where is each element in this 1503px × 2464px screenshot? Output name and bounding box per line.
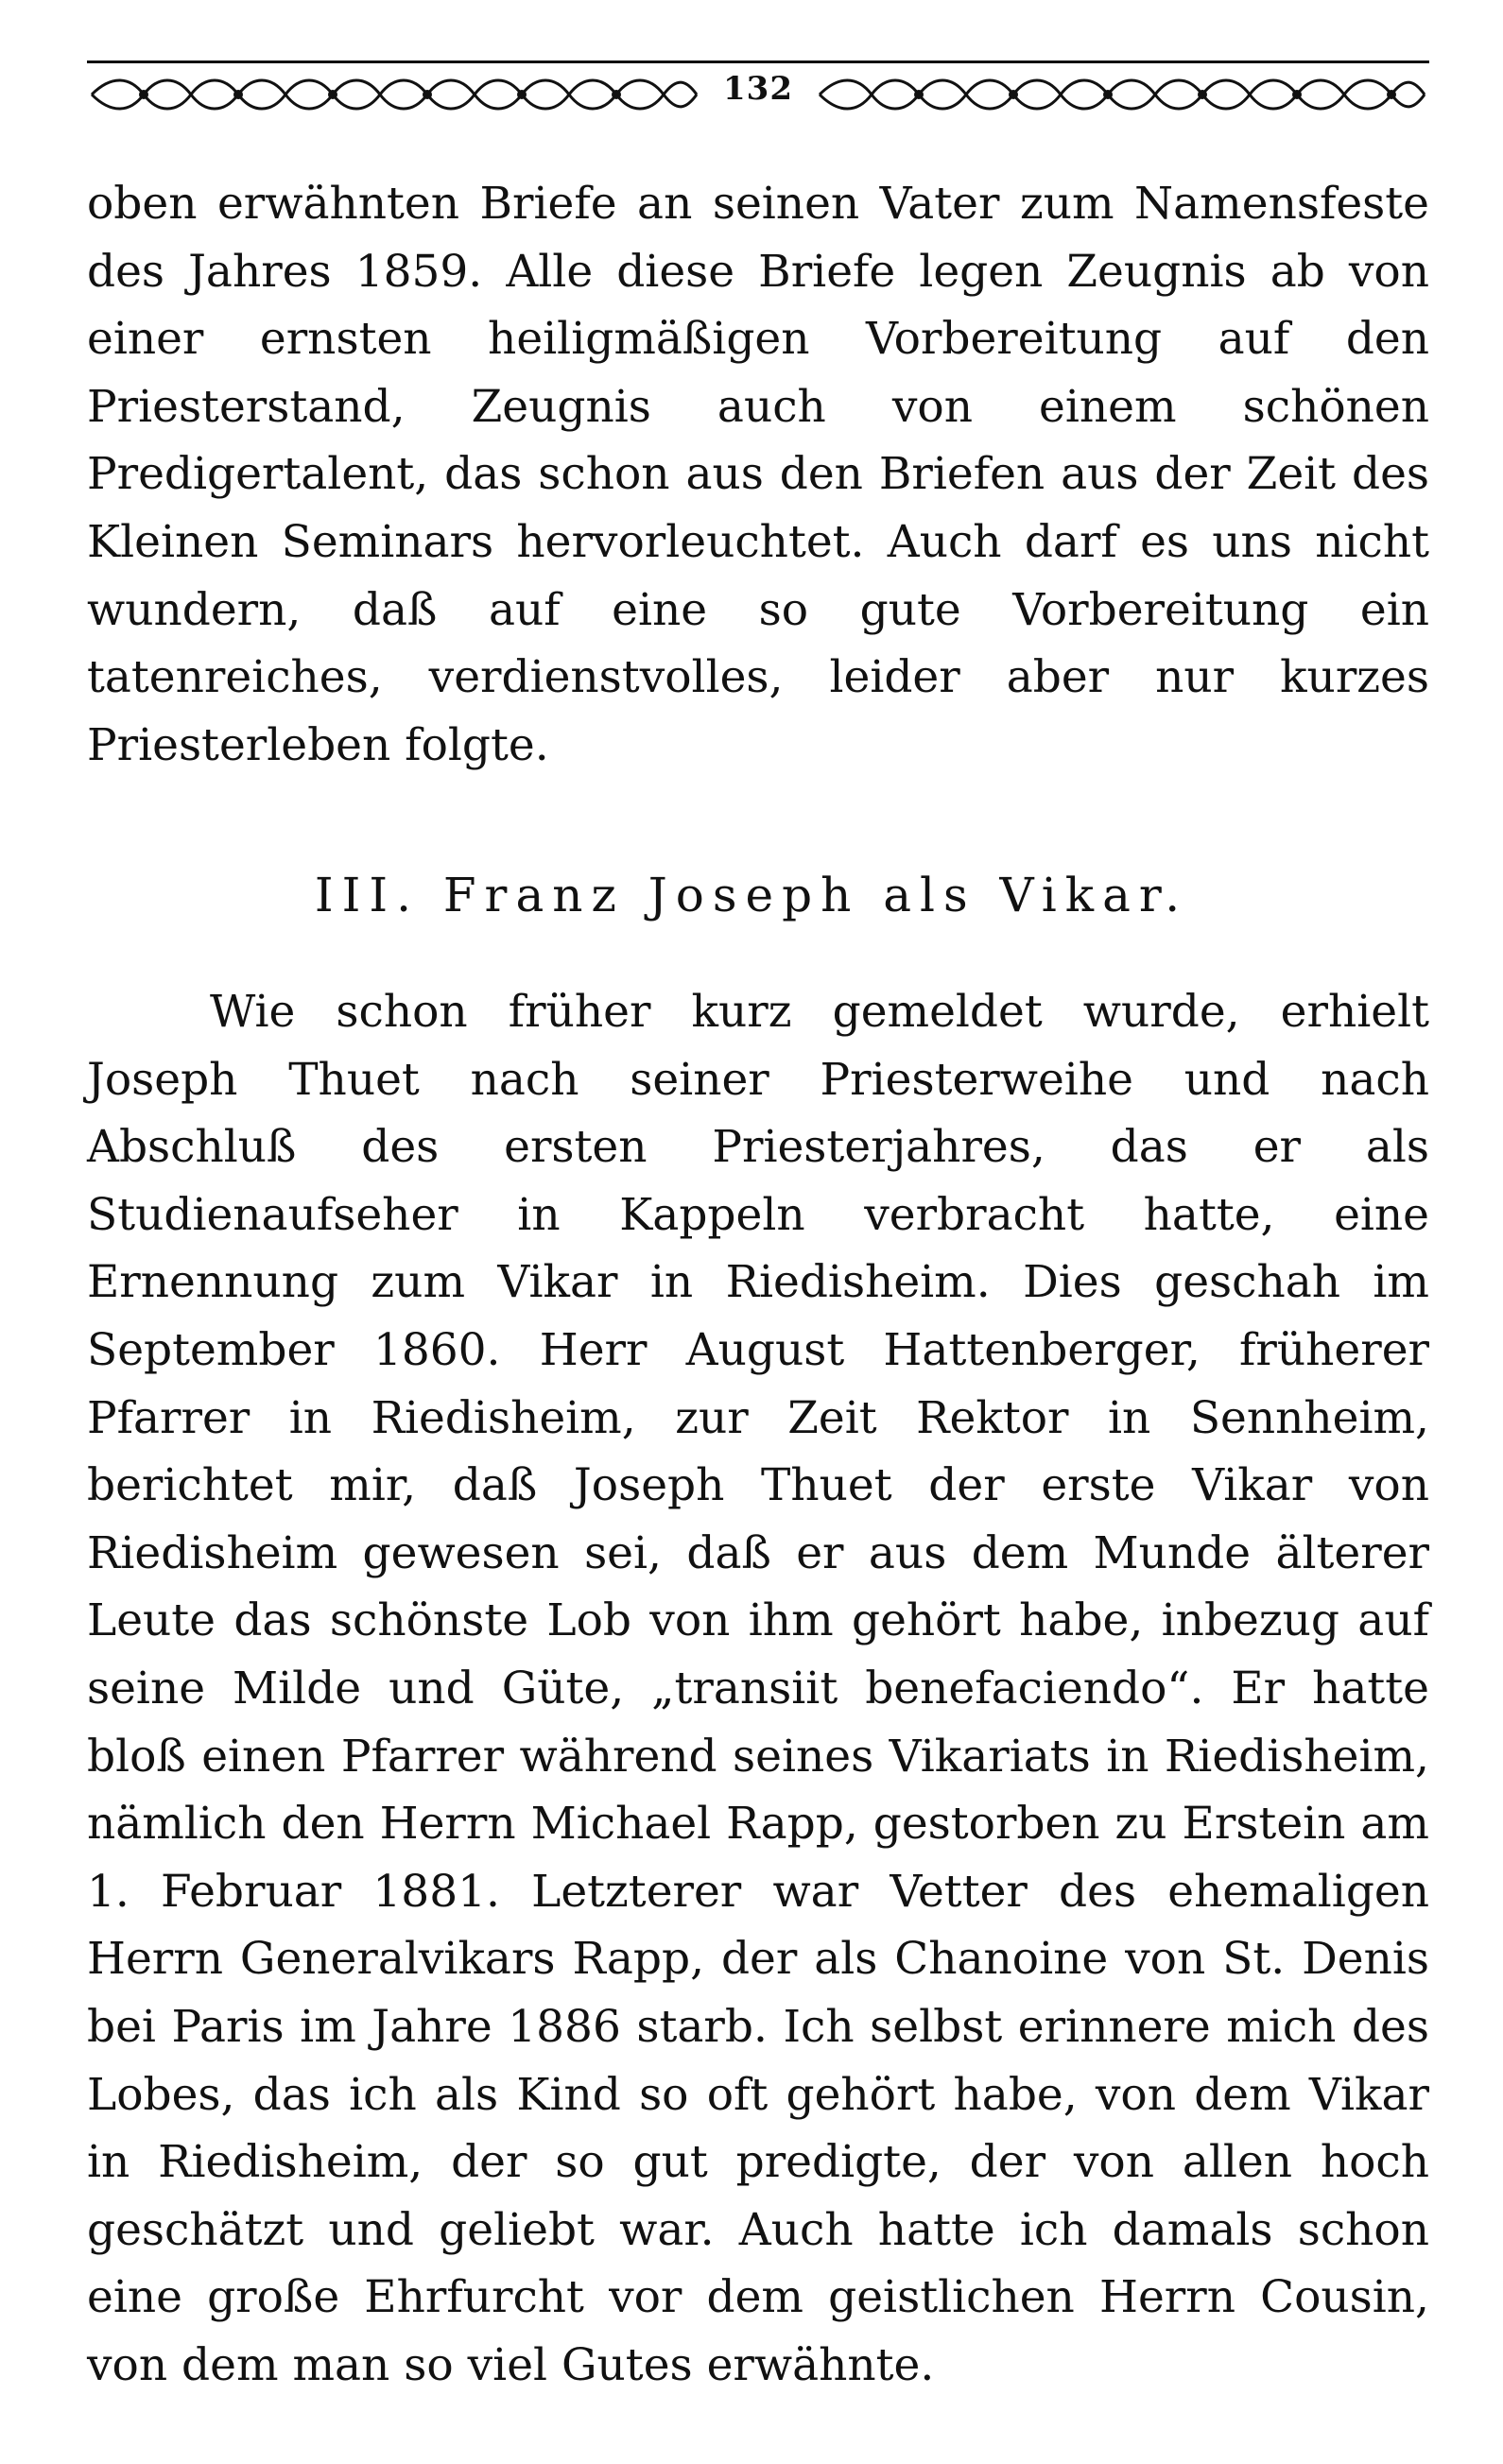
section-heading: III. Franz Joseph als Vikar.	[314, 868, 1189, 922]
ornament-left-icon	[87, 74, 701, 115]
intro-paragraph: oben erwähnten Briefe an seinen Vater zum Namensfeste des Jahres 1859. Alle diese Briefe legen Zeugnis ab von einer ernsten heiligmäßigen Vorbereitung auf den Priesterstand, Zeugnis auch von einem schönen Predigertalent, das schon aus den Briefen aus der Zeit des Kleinen Seminars hervorleuchtet. Auch darf es uns nicht wundern, daß auf eine so gute Vorbereitung ein tatenreiches, verdienstvolles, leider aber nur kurzes Priesterleben folgte.	[87, 178, 1429, 771]
main-paragraph: Wie schon früher kurz gemeldet wurde, erhielt Joseph Thuet nach seiner Priesterweihe und nach Abschluß des ersten Priesterjahres, das er als Studienaufseher in Kappeln verbracht hatte, eine Ernennung zum Vikar in Riedisheim. Dies geschah im September 1860. Herr August Hattenberger, früherer Pfarrer in Riedisheim, zur Zeit Rektor in Sennheim, berichtet mir, daß Joseph Thuet der erste Vikar von Riedisheim gewesen sei, daß er aus dem Munde älterer Leute das schönste Lob von ihm gehört habe, inbezug auf seine Milde und Güte, „transiit benefaciendo“. Er hatte bloß einen Pfarrer während seines Vikariats in Riedisheim, nämlich den Herrn Michael Rapp, gestorben zu Erstein am 1. Februar 1881. Letzterer war Vetter des ehemaligen Herrn Generalvikars Rapp, der als Chanoine von St. Denis bei Paris im Jahre 1886 starb. Ich selbst erinnere mich des Lobes, das ich als Kind so oft gehört habe, von dem Vikar in Riedisheim, der so gut predigte, der von allen hoch geschätzt und geliebt war. Auch hatte ich damals schon eine große Ehrfurcht vor dem geistlichen Herrn Cousin, von dem man so viel Gutes erwähnte.	[87, 986, 1429, 2391]
ornament-right-icon	[815, 74, 1429, 115]
header-rule	[87, 60, 1429, 63]
page-number: 132	[723, 70, 793, 108]
page-header	[87, 57, 1429, 123]
